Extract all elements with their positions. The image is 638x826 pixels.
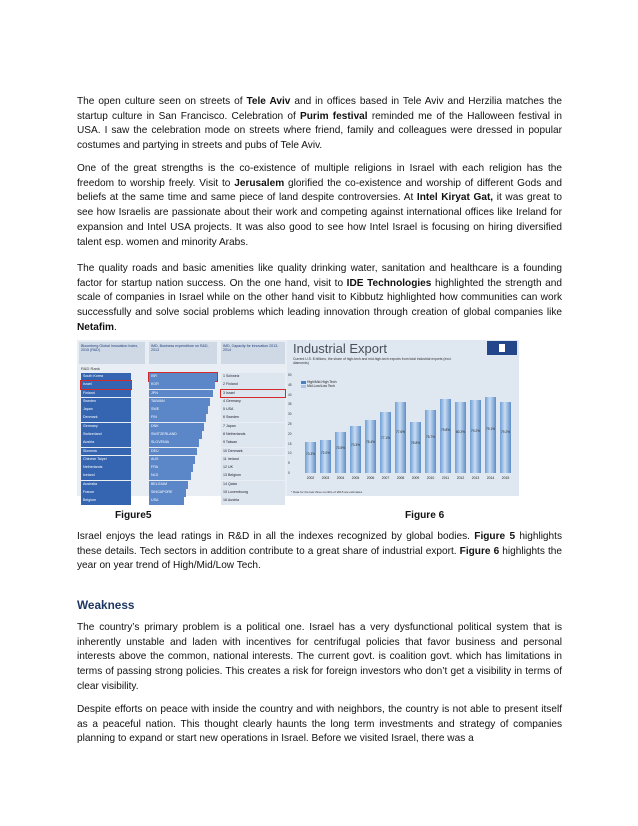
y-tick-label: 10: [288, 451, 292, 456]
paragraph-peace: Despite efforts on peace with inside the country and with neighbors, the country is not able to present itself as a peaceful nation. This thought clearly haunts the long term investments and strategy of companies planning to expand or start new operations in Israel. Before we visited Israel, there was a: [77, 704, 562, 745]
fig5-rank-row: South Korea: [81, 373, 131, 381]
bold-text: IDE Technologies: [346, 277, 432, 289]
bar: [320, 440, 331, 473]
x-tick-label: 2014: [486, 476, 495, 480]
fig5-innovation-row: 2 Finland: [221, 381, 285, 389]
paragraph-figures: [77, 530, 562, 574]
y-tick-label: 30: [288, 412, 292, 417]
fig5-innovation-row: 4 Germany: [221, 398, 285, 406]
bar-group: [380, 375, 391, 480]
fig5-rank-row: Denmark: [81, 414, 131, 422]
bar: [455, 402, 466, 473]
x-tick-label: 2009: [411, 476, 420, 480]
fig5-rd-row: FRA: [149, 464, 193, 472]
fig5-rd-row: NLD: [149, 472, 191, 480]
x-tick-label: 2015: [501, 476, 510, 480]
bar: [485, 397, 496, 473]
fig5-rd-row: SWE: [149, 406, 208, 414]
bar: [305, 442, 316, 473]
fig5-header-imd-rd: [149, 342, 217, 364]
fig5-col-spacer: [221, 366, 285, 373]
y-tick-label: 0: [288, 471, 290, 475]
fig5-rank-row: Switzerland: [81, 431, 131, 439]
bar-group: [395, 375, 406, 480]
fig5-innovation-row: 12 UK: [221, 464, 285, 472]
fig5-rank-row: Austria: [81, 439, 131, 447]
fig6-plot-area: [288, 373, 515, 483]
fig5-rd-row: AUS: [149, 456, 195, 464]
legend-label: High/Mid-High Tech: [307, 380, 337, 384]
y-tick-label: 25: [288, 422, 292, 426]
bar: [350, 426, 361, 473]
fig5-rd-row: SINGAPORE: [149, 489, 186, 497]
bar: [380, 412, 391, 473]
fig5-innovation-row: 9 Taiwan: [221, 439, 285, 447]
bar-value-label: 79.2%: [470, 429, 481, 434]
bar-group: [485, 375, 496, 480]
fig5-rd-row: TAIWAN: [149, 398, 210, 406]
fig5-innovation-row: 1 Schweiz: [221, 373, 285, 381]
fig5-rank-row: Germany: [81, 423, 131, 431]
fig5-innovation-row: 10 Denmark: [221, 448, 285, 456]
fig5-rd-column: [149, 366, 217, 506]
fig6-subtitle: Current U.S. $ billions, the share of high-tech and mid-high-tech exports from total industrial exports (excl. diamonds): [293, 357, 452, 365]
text-run: highlights these details. Tech sectors in addition contribute to a great share of industrial export.: [77, 531, 563, 557]
text-run: highlights the year on year trend of High/Mid/Low Tech.: [77, 545, 562, 572]
figure-6-caption: Figure 6: [405, 510, 445, 521]
bar-group: [470, 375, 481, 480]
text-run: glorified the co-existence and worship of different Gods and beliefs at the same time and same piece of land despite controversies. At: [77, 177, 562, 204]
fig5-rank-row: Belgium: [81, 497, 131, 505]
fig5-header-text: Bloomberg Global Innovation Index, 2015 (R&D): [81, 344, 139, 353]
fig5-innovation-column: [221, 366, 285, 506]
figure-6-industrial-export: [287, 340, 519, 496]
bold-text: Intel Kiryat Gat,: [416, 192, 494, 204]
bar-group: [440, 375, 451, 480]
x-tick-label: 2011: [441, 476, 450, 480]
text-run: The quality roads and basic amenities like quality drinking water, sanitation and healthcare is a founding factor for startup nation success. On the one hand, visit to: [77, 263, 562, 289]
x-tick-label: 2002: [306, 476, 315, 480]
y-tick-label: 5: [288, 461, 290, 466]
bar: [410, 422, 421, 473]
fig5-innovation-row: 6 Sweden: [221, 414, 285, 422]
bar-value-label: 80.2%: [455, 430, 466, 435]
y-tick-label: 50: [288, 373, 292, 377]
bar-group: [335, 375, 346, 480]
fig5-rank-row: Israel: [81, 381, 131, 389]
bold-text: Purim festival: [300, 110, 368, 122]
fig5-innovation-row: 3 Israel: [221, 390, 285, 398]
text-run: and in offices based in Tele Aviv and Herzilia matches the startup culture in San Francisco. Celebration of: [77, 96, 562, 122]
fig5-innovation-row: 5 USA: [221, 406, 285, 414]
fig5-rank-title: R&D Rank: [81, 366, 100, 371]
fig5-innovation-row: 15 Luxembourg: [221, 489, 285, 497]
text-run: Israel enjoys the lead ratings in R&D in all the indexes recognized by global bodies.: [77, 531, 475, 542]
paragraph-tel-aviv: [77, 95, 562, 154]
paragraph-amenities: [77, 262, 562, 336]
bar: [470, 400, 481, 473]
bar-value-label: 77.6%: [395, 430, 406, 435]
bold-text: Netafim: [77, 321, 115, 333]
fig5-innovation-row: 14 Qatar: [221, 481, 285, 489]
fig5-rd-row: SLOVENIA: [149, 439, 199, 447]
emblem-icon: [487, 341, 517, 355]
bar-value-label: 73.3%: [305, 451, 316, 456]
emblem-mark: [499, 344, 505, 352]
x-tick-label: 2008: [396, 476, 405, 480]
fig5-header-bloomberg: [79, 342, 145, 364]
bar-value-label: 72.0%: [320, 450, 331, 455]
bar-value-label: 79.8%: [440, 428, 451, 433]
fig5-rd-row: KOR: [149, 381, 215, 389]
x-tick-label: 2003: [321, 476, 330, 480]
y-tick-label: 45: [288, 382, 292, 387]
fig5-innovation-row: 11 Ireland: [221, 456, 285, 464]
bar-group: [500, 375, 511, 480]
bar: [365, 420, 376, 473]
fig5-rank-row: Sweden: [81, 398, 131, 406]
fig5-innovation-row: 7 Japan: [221, 423, 285, 431]
fig5-rank-row: Chinese Taipei: [81, 456, 131, 464]
text-run: One of the great strengths is the co-existence of multiple religions in Israel with each religion has the freedom to worship freely. Visit to: [77, 163, 562, 189]
x-tick-label: 2007: [381, 476, 390, 480]
bar: [500, 402, 511, 473]
bar-value-label: 73.3%: [350, 443, 361, 448]
text-run: The open culture seen on streets of: [77, 96, 247, 107]
fig5-rank-row: Japan: [81, 406, 131, 414]
x-tick-label: 2010: [426, 476, 435, 480]
y-tick-label: 20: [288, 431, 292, 436]
section-heading-weakness: Weakness: [77, 598, 135, 612]
text-run: it was great to see how Israelis are passionate about their work and competing against international offices like Ireland for expansion and Intel USA projects. It was also good to see how Intel Israel is focusing on hiring diversified talent esp. women and minority Arabs.: [77, 192, 563, 248]
bar: [440, 399, 451, 473]
fig5-rank-row: France: [81, 489, 131, 497]
bar-value-label: 79.2%: [500, 430, 511, 435]
fig5-col-spacer: [149, 366, 217, 373]
fig5-innovation-row: 13 Belgium: [221, 472, 285, 480]
x-tick-label: 2005: [351, 476, 360, 480]
fig5-rank-column: [81, 366, 131, 506]
bar-value-label: 75.4%: [365, 439, 376, 444]
fig5-rank-row: Australia: [81, 481, 131, 489]
bar: [425, 410, 436, 473]
bar-group: [455, 375, 466, 480]
fig5-rank-row: Netherlands: [81, 464, 131, 472]
bar-value-label: 75.8%: [410, 440, 421, 445]
bar-group: [425, 375, 436, 480]
fig5-rd-row: BELGIUM: [149, 481, 188, 489]
fig5-header-text: IMD, Capacity for innovation 2013-2014: [223, 344, 279, 353]
fig5-rank-row: Finland: [81, 390, 131, 398]
bold-text: Jerusalem: [234, 177, 285, 189]
x-tick-label: 2004: [336, 476, 345, 480]
figure-5-rd-rankings: [77, 340, 287, 503]
bold-text: Figure 5: [474, 531, 516, 542]
fig5-rd-row: JPN: [149, 390, 213, 398]
x-tick-label: 2012: [456, 476, 465, 480]
fig6-footnote: * Data for the last three months of 2015 are estimates: [291, 490, 363, 494]
bar-group: [350, 375, 361, 480]
fig5-rd-row: DEU: [149, 448, 197, 456]
fig5-innovation-row: 8 Netherlands: [221, 431, 285, 439]
y-tick-label: 15: [288, 441, 292, 446]
y-tick-label: 35: [288, 402, 292, 407]
bar-group: [410, 375, 421, 480]
bar-group: [305, 375, 316, 480]
fig5-rank-row: Slovenia: [81, 448, 131, 456]
paragraph-political: The country’s primary problem is a political one. Israel has a very dysfunctional political system that is inherently unstable and laden with incentives for centrifugal policies that favor business and personal interests above the common, national interests. The current govt. is coalition govt. which has limitations in terms of passing strong policies. This creates a risk for foreign investors who don’t get a visibility in terms of clear visibility.: [77, 622, 562, 692]
fig5-rd-row: DNK: [149, 423, 204, 431]
figure-5-caption: Figure5: [115, 510, 152, 521]
y-tick-label: 40: [288, 392, 292, 397]
text-run: reminded me of the Halloween festival in USA. I saw the celebration mode on streets where friend, family and colleagues were dressed in popular costumes and partying in streets and pubs of Tele Aviv.: [77, 110, 562, 152]
legend-label: Mid-Low/Low Tech: [307, 384, 336, 388]
x-tick-label: 2006: [366, 476, 375, 480]
fig5-rd-row: ISR: [149, 373, 217, 381]
bar-value-label: 75.7%: [425, 434, 436, 439]
fig5-rd-row: SWITZERLAND: [149, 431, 202, 439]
text-run: .: [114, 321, 117, 333]
bar-value-label: 77.1%: [380, 435, 391, 440]
bar-group: [320, 375, 331, 480]
fig5-header-imd-innovation: [221, 342, 285, 364]
fig5-rd-row: FIN: [149, 414, 206, 422]
fig5-rank-row: Iceland: [81, 472, 131, 480]
x-tick-label: 2013: [471, 476, 480, 480]
text-run: highlighted the strength and scale of companies in Israel while on the other hand visit to Kibbutz highlighted how communities can work successfully and solve social problems which leading innovation through creation of global companies like: [77, 277, 562, 319]
fig5-header-text: IMD, Business expenditure on R&D, 2013: [151, 344, 209, 353]
bar-group: [365, 375, 376, 480]
fig6-title: Industrial Export: [293, 341, 387, 356]
fig5-innovation-row: 16 Austria: [221, 497, 285, 505]
bar-value-label: 73.5%: [335, 446, 346, 451]
fig5-rd-row: USA: [149, 497, 184, 505]
bold-text: Figure 6: [459, 545, 500, 557]
bold-text: Tele Aviv: [246, 96, 291, 107]
bar: [335, 432, 346, 473]
bar: [395, 402, 406, 473]
paragraph-religions: [77, 162, 562, 250]
bar-value-label: 79.1%: [485, 426, 496, 431]
